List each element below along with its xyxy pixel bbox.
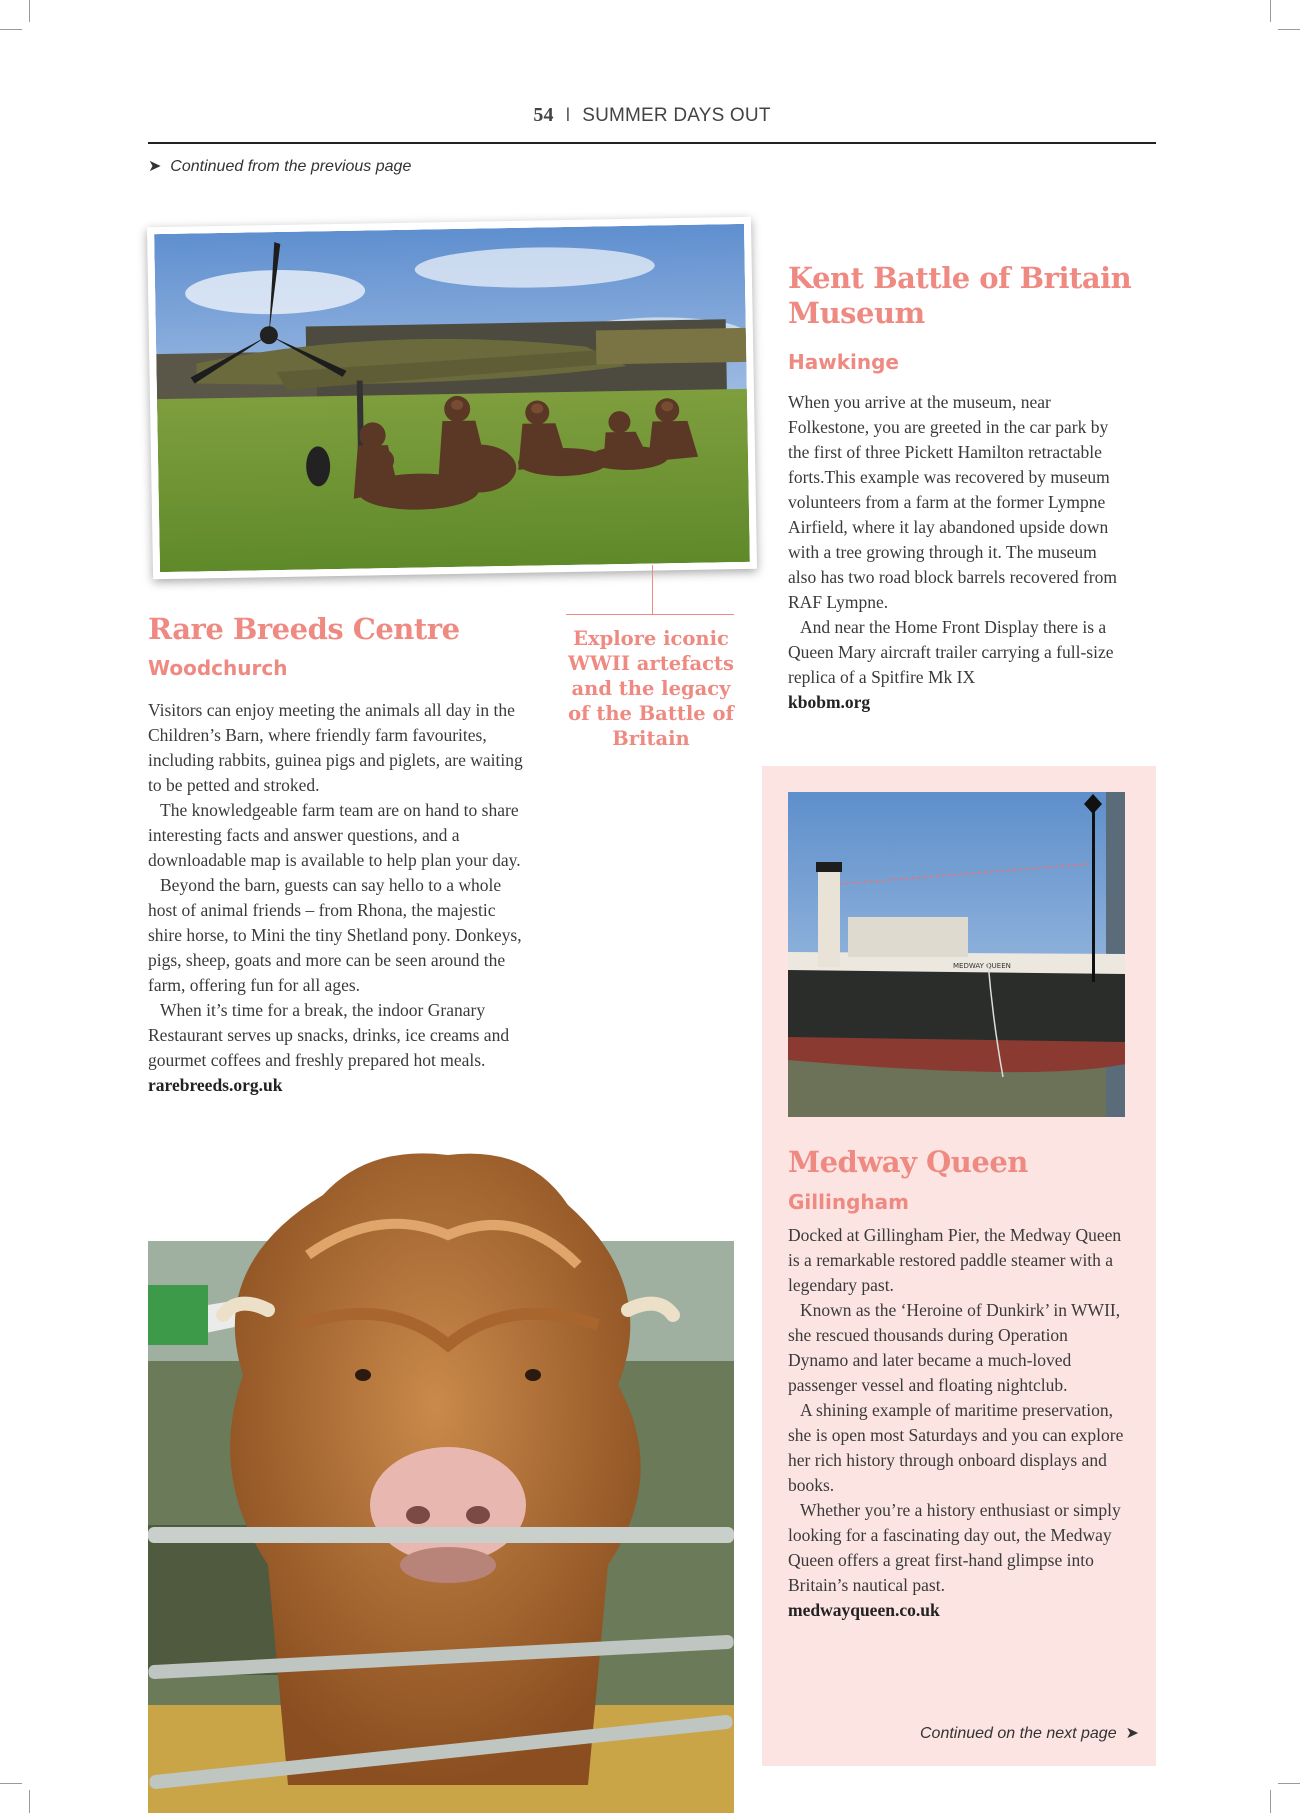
header-rule bbox=[148, 142, 1156, 144]
arrow-right-icon: ➤ bbox=[148, 158, 162, 175]
rare-breeds-paragraph: Beyond the barn, guests can say hello to a whole host of animal friends – from Rhona, the majestic shire horse, to Mini the tiny Shetland pony. Donkeys, pigs, sheep, goats and more can be seen around the farm, offering fun for all ages. bbox=[148, 875, 522, 995]
medway-paragraph: A shining example of maritime preservation, she is open most Saturdays and you can explore her rich history through onboard displays and books. bbox=[788, 1400, 1124, 1495]
medway-queen-body bbox=[788, 1223, 1128, 1623]
rare-breeds-url[interactable]: rarebreeds.org.uk bbox=[148, 1075, 283, 1095]
ship-hull-name: MEDWAY QUEEN bbox=[953, 962, 1011, 970]
kent-museum-location: Hawkinge bbox=[788, 350, 899, 374]
continued-to-text: Continued on the next page bbox=[920, 1725, 1117, 1742]
header-separator: I bbox=[565, 105, 571, 126]
kent-museum-title: Kent Battle of Britain Museum bbox=[788, 261, 1132, 330]
kent-museum-url[interactable]: kbobm.org bbox=[788, 692, 871, 712]
section-title: SUMMER DAYS OUT bbox=[582, 105, 771, 126]
pull-quote-connector bbox=[652, 565, 653, 615]
medway-paragraph: Docked at Gillingham Pier, the Medway Queen is a remarkable restored paddle steamer with a legendary past. bbox=[788, 1225, 1122, 1295]
highland-cow-illustration bbox=[148, 1145, 734, 1813]
medway-paragraph: Whether you’re a history enthusiast or simply looking for a fascinating day out, the Medway Queen offers a great first-hand glimpse into Britain’s nautical past. bbox=[788, 1500, 1121, 1595]
rare-breeds-paragraph: When it’s time for a break, the indoor Granary Restaurant serves up snacks, drinks, ice creams and gourmet coffees and freshly prepared hot meals. bbox=[148, 1000, 510, 1070]
medway-queen-title: Medway Queen bbox=[788, 1145, 1028, 1179]
crop-mark bbox=[0, 1783, 22, 1784]
continued-from-text: Continued from the previous page bbox=[170, 158, 412, 175]
medway-queen-url[interactable]: medwayqueen.co.uk bbox=[788, 1600, 940, 1620]
crop-mark bbox=[1278, 29, 1300, 30]
kent-museum-body bbox=[788, 390, 1128, 715]
medway-queen-photo bbox=[788, 792, 1125, 1117]
pull-quote-rule bbox=[566, 614, 734, 615]
crop-mark bbox=[29, 0, 30, 22]
rare-breeds-body bbox=[148, 698, 526, 1098]
continued-on-next bbox=[920, 1723, 1139, 1743]
crop-mark bbox=[29, 1790, 30, 1813]
rare-breeds-paragraph: Visitors can enjoy meeting the animals all day in the Children’s Barn, where friendly farm favourites, including rabbits, guinea pigs and piglets, are waiting to be petted and stroked. bbox=[148, 700, 523, 795]
crop-mark bbox=[1270, 0, 1271, 22]
page-header bbox=[148, 104, 1156, 127]
continued-from-previous bbox=[148, 156, 411, 176]
kent-paragraph: And near the Home Front Display there is a Queen Mary aircraft trailer carrying a full-size replica of a Spitfire Mk IX bbox=[788, 617, 1114, 687]
medway-queen-location: Gillingham bbox=[788, 1190, 909, 1214]
rare-breeds-paragraph: The knowledgeable farm team are on hand to share interesting facts and answer questions, and a downloadable map is available to help plan your day. bbox=[148, 800, 521, 870]
crop-mark bbox=[1278, 1783, 1300, 1784]
spitfire-photo-frame bbox=[147, 217, 757, 579]
pull-quote: Explore iconic WWII artefacts and the legacy of the Battle of Britain bbox=[567, 627, 735, 750]
page-number: 54 bbox=[533, 104, 554, 126]
rare-breeds-title: Rare Breeds Centre bbox=[148, 612, 460, 646]
arrow-right-icon: ➤ bbox=[1125, 1725, 1139, 1742]
kent-paragraph: When you arrive at the museum, near Folkestone, you are greeted in the car park by the first of three Pickett Hamilton retractable forts.This example was recovered by museum volunteers from a farm at the former Lympne Airfield, where it lay abandoned upside down with a tree growing through it. The museum also has two road block barrels recovered from RAF Lympne. bbox=[788, 392, 1117, 612]
highland-cow-photo bbox=[148, 1145, 734, 1813]
rare-breeds-location: Woodchurch bbox=[148, 656, 288, 680]
crop-mark bbox=[1270, 1790, 1271, 1813]
spitfire-illustration bbox=[154, 224, 750, 572]
spitfire-memorial-photo bbox=[154, 224, 750, 572]
medway-queen-illustration bbox=[788, 792, 1125, 1117]
crop-mark bbox=[0, 29, 22, 30]
medway-paragraph: Known as the ‘Heroine of Dunkirk’ in WWII, she rescued thousands during Operation Dynamo and later became a much-loved passenger vessel and floating nightclub. bbox=[788, 1300, 1121, 1395]
